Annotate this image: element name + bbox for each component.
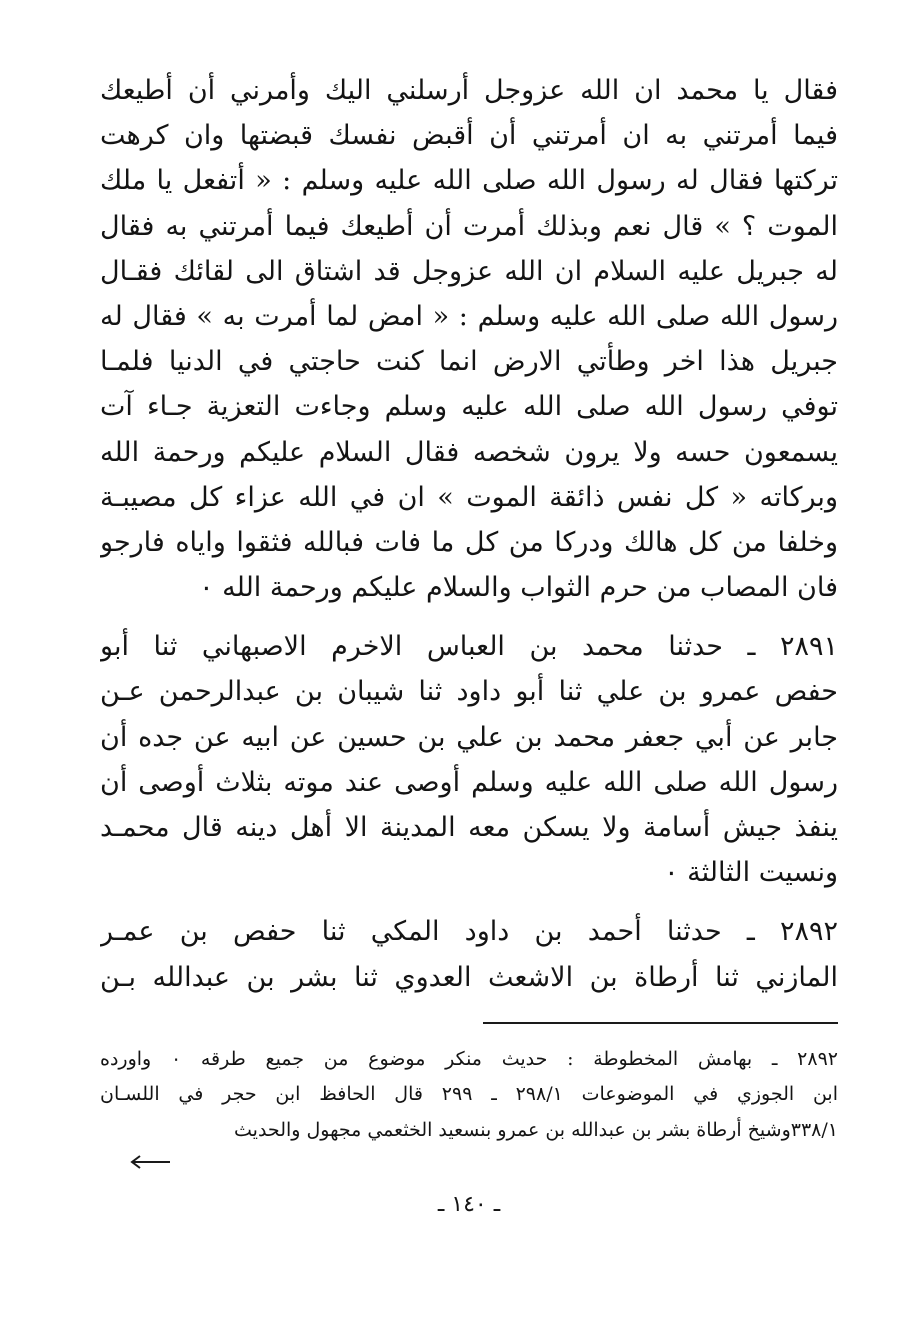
text-line: رسول الله صلى الله عليه وسلم أوصى عند موته بثلاث أوصى أن xyxy=(100,766,838,798)
footnote-line: ٣٣٨/١وشيخ أرطاة بشر بن عبدالله بن عمرو بنسعيد الخثعمي مجهول والحديث xyxy=(234,1118,838,1141)
paragraph-2891 xyxy=(100,624,838,895)
text-line: فيما أمرتني به ان أمرتني أن أقبض نفسك قبضتها وان كرهت xyxy=(100,120,838,152)
paragraph-gap xyxy=(100,610,838,624)
text-line: تركتها فقال له رسول الله صلى الله عليه وسلم : « أتفعل يا ملك xyxy=(100,165,838,197)
continuation-row xyxy=(100,1148,838,1186)
footnote xyxy=(100,1042,838,1149)
text-line: رسول الله صلى الله عليه وسلم : « امض لما أمرت به » فقال له xyxy=(100,300,838,332)
text-line: وخلفا من كل هالك ودركا من كل ما فات فبالله فثقوا واياه فارجو xyxy=(100,526,838,558)
footnote-divider xyxy=(483,1022,838,1024)
page-number: ـ ١٤٠ ـ xyxy=(437,1192,501,1218)
text-line: له جبريل عليه السلام ان الله عزوجل قد اشتاق الى لقائك فقـال xyxy=(100,255,838,287)
text-line: فقال يا محمد ان الله عزوجل أرسلني اليك وأمرني أن أطيعك xyxy=(100,75,838,106)
paragraph-gap xyxy=(100,895,838,909)
text-line: وبركاته « كل نفس ذائقة الموت » ان في الله عزاء كل مصيبـة xyxy=(100,481,838,513)
text-line: توفي رسول الله صلى الله عليه وسلم وجاءت التعزية جـاء آت xyxy=(100,391,838,423)
text-line: ٢٨٩٢ ـ حدثنا أحمد بن داود المكي ثنا حفص بن عمـر xyxy=(100,916,838,948)
text-line: ونسيت الثالثة ٠ xyxy=(664,857,838,889)
text-line: يسمعون حسه ولا يرون شخصه فقال السلام عليكم ورحمة الله xyxy=(100,436,838,468)
text-line: الموت ؟ » قال نعم وبذلك أمرت أن أطيعك فيما أمرتني به فقال xyxy=(100,210,838,242)
main-text xyxy=(100,68,838,1217)
paragraph-1 xyxy=(100,68,838,610)
footnote-line: ٢٨٩٢ ـ بهامش المخطوطة : حديث منكر موضوع من جميع طرقه ٠ واورده xyxy=(100,1047,838,1070)
paragraph-2892 xyxy=(100,909,838,999)
text-line: المازني ثنا أرطاة بن الاشعث العدوي ثنا بشر بن عبدالله بـن xyxy=(100,961,838,993)
text-line: جابر عن أبي جعفر محمد بن علي بن حسين عن ابيه عن جده أن xyxy=(100,721,838,753)
footnote-line: ابن الجوزي في الموضوعات ٢٩٨/١ ـ ٢٩٩ قال الحافظ ابن حجر في اللسـان xyxy=(100,1083,838,1106)
left-arrow-icon xyxy=(128,1154,172,1170)
text-line: فان المصاب من حرم الثواب والسلام عليكم ورحمة الله ٠ xyxy=(199,572,838,604)
text-line: جبريل هذا اخر وطأتي الارض انما كنت حاجتي في الدنيا فلمـا xyxy=(100,346,838,378)
text-line: ٢٨٩١ ـ حدثنا محمد بن العباس الاخرم الاصبهاني ثنا أبو xyxy=(100,631,838,663)
text-line: ينفذ جيش أسامة ولا يسكن معه المدينة الا أهل دينه قال محمـد xyxy=(100,812,838,843)
text-line: حفص عمرو بن علي ثنا أبو داود ثنا شيبان بن عبدالرحمن عـن xyxy=(100,676,838,708)
